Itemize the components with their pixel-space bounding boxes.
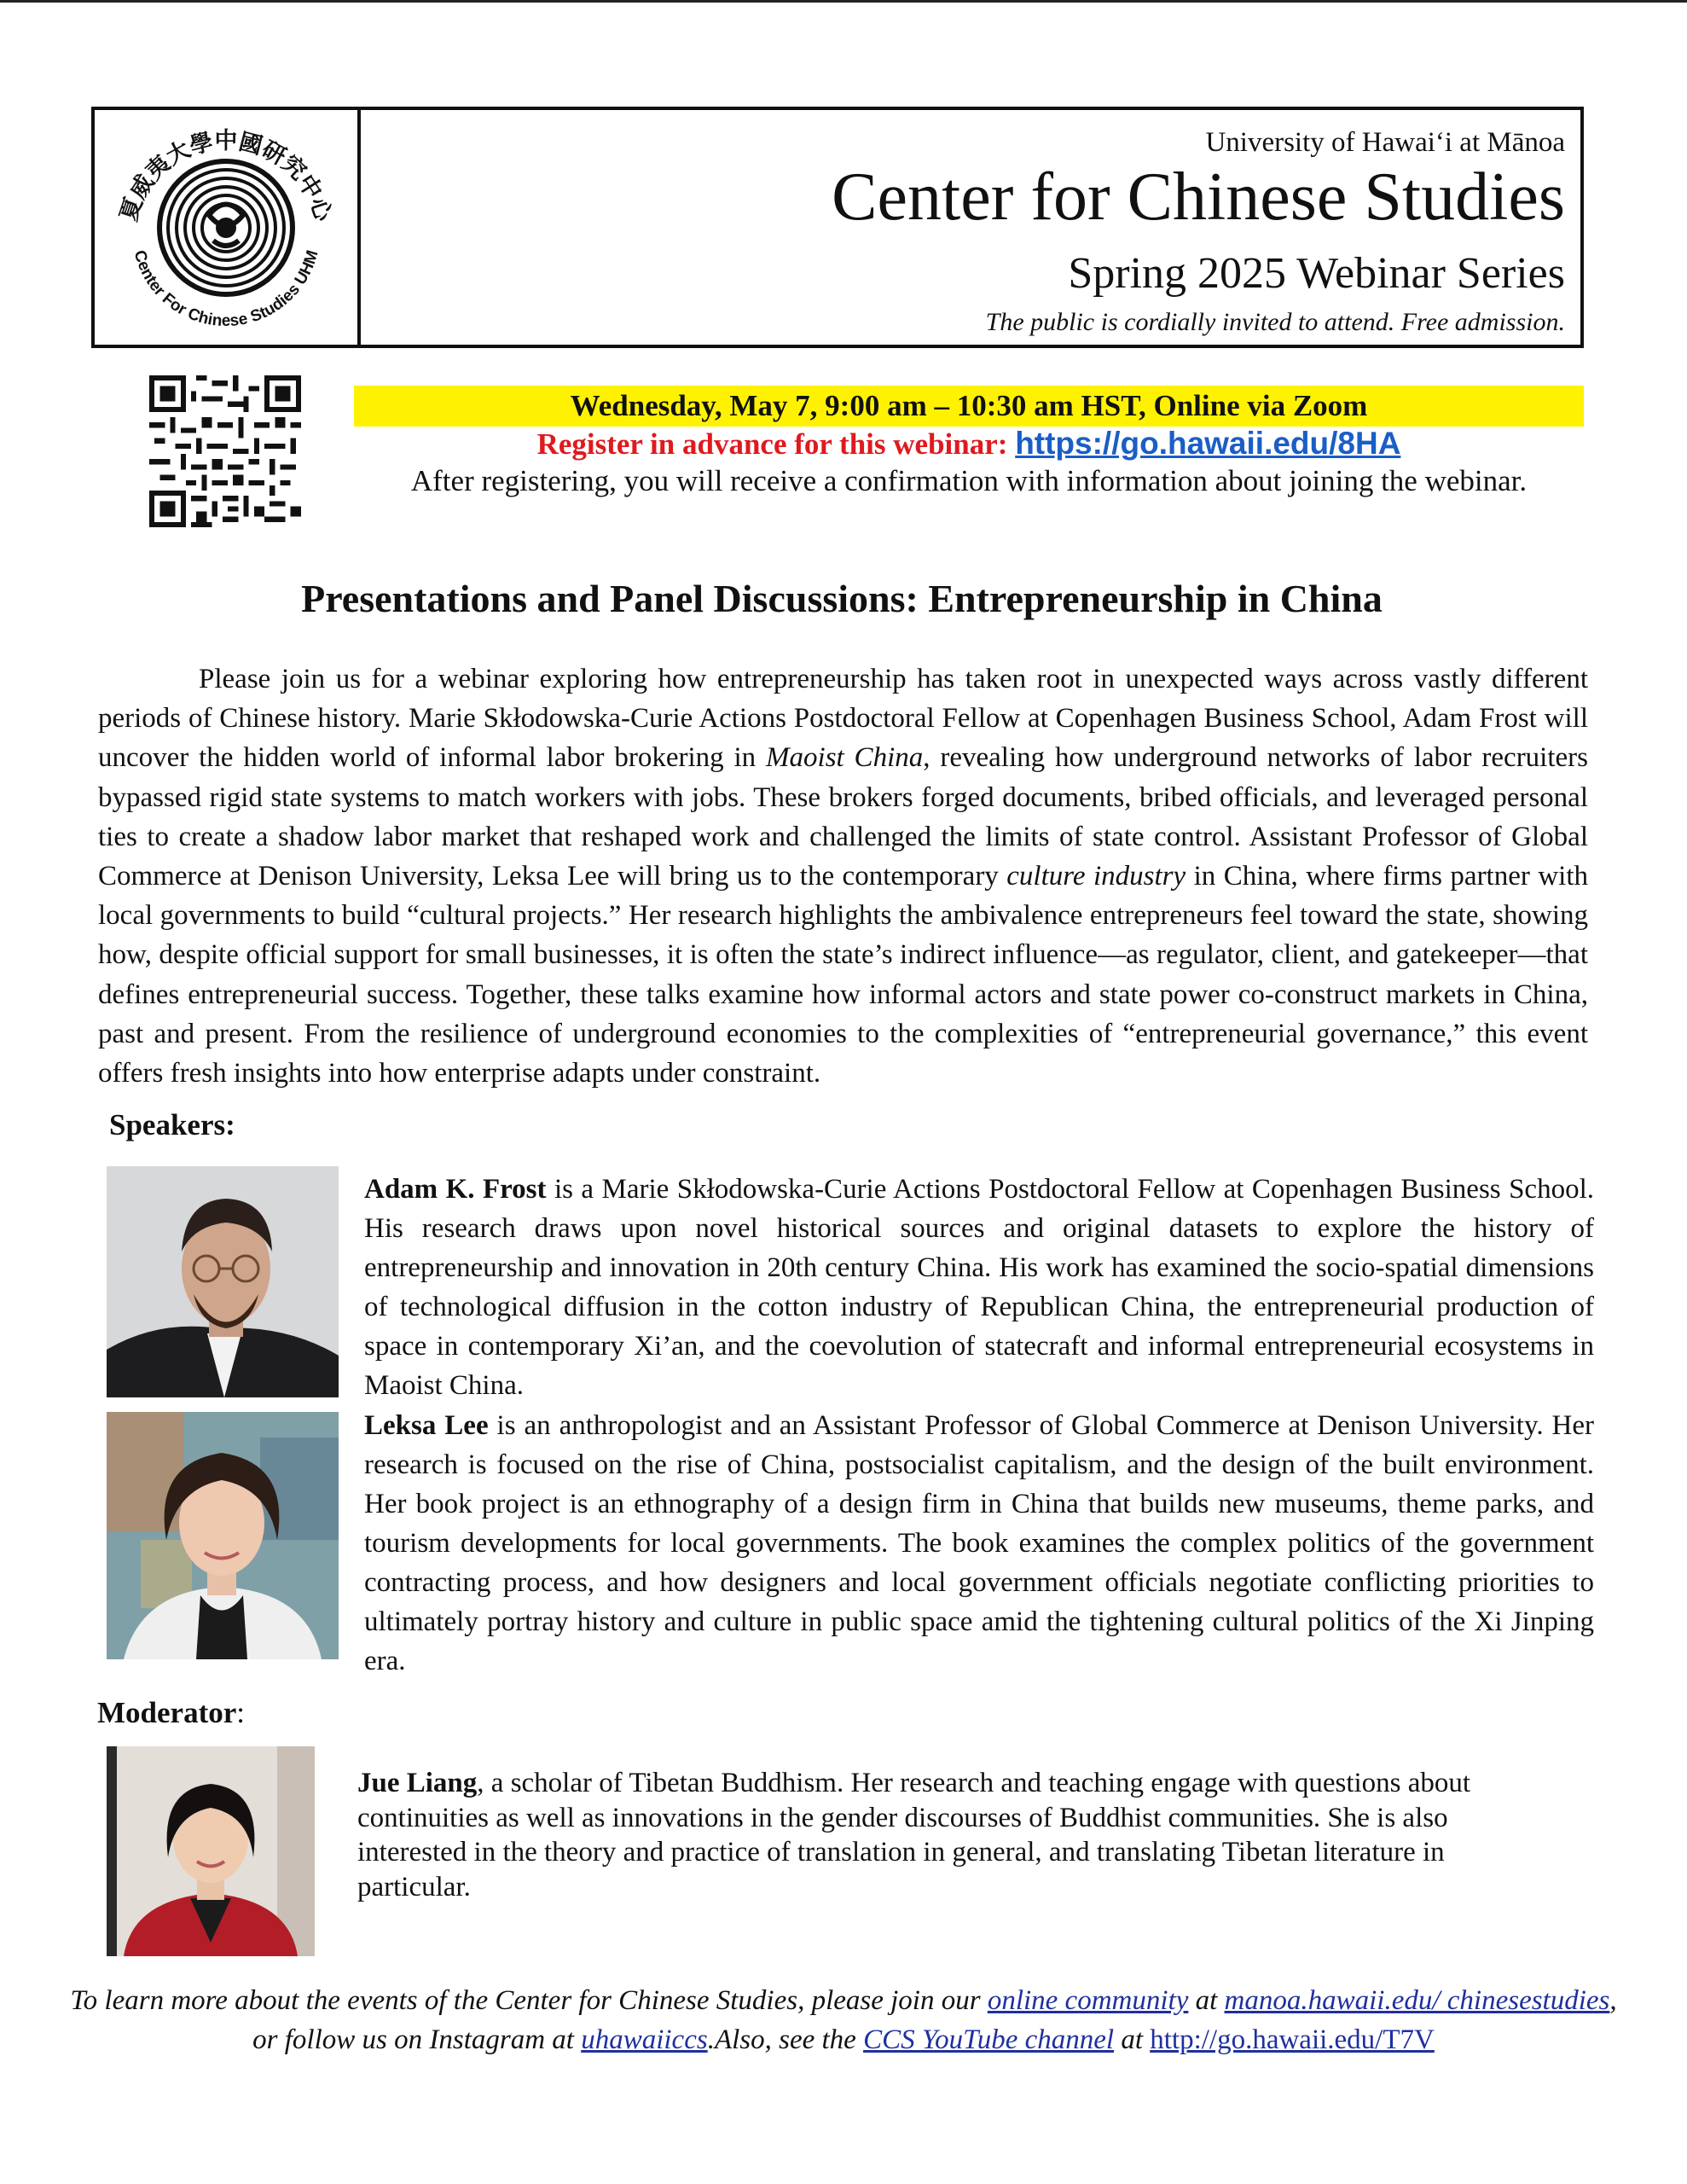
speaker-bio-lee [364, 1406, 1594, 1681]
intro-emphasis-1: Maoist China [766, 742, 924, 774]
speaker-photo-frost [107, 1166, 339, 1397]
intro-text-2: , revealing how underground networks of labor recruiters bypassed rigid state systems to match workers with jobs. These brokers forged documents, bribed officials, and leveraged personal ties to create a shadow labor market that reshaped work and challenged the limits of state control. Assistant Professor of Global Commerce at Denison University, Leksa Lee will bring us to the contemporary [98, 742, 1588, 892]
speaker-bio-text-lee: is an anthropologist and an Assistant Professor of Global Commerce at Denison University. Her research is focused on the rise of China, postsocialist capitalism, and the design of the built environment. Her book project is an ethnography of a design firm in China that builds new museums, theme parks, and tourism developments for local governments. The book examines the complex politics of the government contracting process, and how designers and local government officials negotiate conflicting priorities to ultimately portray history and culture in public space amid the tightening cultural politics of the Xi Jinping era. [364, 1410, 1594, 1676]
footer-text-3: , [1609, 1985, 1617, 2016]
intro-text-1: Please join us for a webinar exploring how entrepreneurship has taken root in unexpected ways across vastly different periods of Chinese history. Marie Skłodowska-Curie Actions Postdoctoral Fellow at Copenhagen Business School, Adam Frost will uncover the hidden world of informal labor brokering in [98, 664, 1588, 774]
register-line [354, 425, 1584, 463]
footer [51, 1981, 1636, 2059]
qr-code[interactable] [149, 375, 301, 527]
speaker-name-frost: Adam K. Frost [364, 1174, 547, 1205]
youtube-channel-link[interactable]: CCS YouTube channel [863, 2024, 1115, 2055]
footer-text-6: at [1114, 2024, 1151, 2055]
youtube-short-url-link[interactable]: http://go.hawaii.edu/T7V [1150, 2024, 1435, 2055]
ccs-logo [107, 113, 345, 343]
logo-cell [95, 110, 361, 345]
logo-chinese-text: 夏威夷大學中國研究中心 [115, 127, 337, 224]
speaker-bio-frost [364, 1170, 1594, 1405]
instagram-link[interactable]: uhawaiiccs [581, 2024, 708, 2055]
moderator-name: Jue Liang [357, 1768, 478, 1798]
page-title: Presentations and Panel Discussions: Entrepreneurship in China [301, 577, 1383, 620]
footer-text-1: To learn more about the events of the Center for Chinese Studies, please join our [70, 1985, 988, 2016]
top-rule [0, 0, 1687, 3]
footer-text-2: at [1188, 1985, 1225, 2016]
event-datetime: Wednesday, May 7, 9:00 am – 10:30 am HST, Online via Zoom [354, 386, 1584, 427]
speaker-name-lee: Leksa Lee [364, 1410, 489, 1441]
intro-paragraph [98, 659, 1588, 1093]
moderator-bio-text: , a scholar of Tibetan Buddhism. Her research and teaching engage with questions about continuities as well as innovations in the gender discourses of Buddhist communities. She is also interested in the theory and practice of translation in general, and translating Tibetan literature in particular. [357, 1768, 1471, 1902]
footer-text-5: .Also, see the [707, 2024, 864, 2055]
logo-english-text: Center For Chinese Studies UHM [130, 247, 322, 330]
university-name: University of Hawaiʻi at Mānoa [1205, 127, 1565, 158]
moderator-photo-liang [107, 1746, 315, 1956]
intro-text-3: in China, where firms partner with local governments to build “cultural projects.” Her research highlights the ambivalence entrepreneurs feel toward the state, showing how, despite official support for small businesses, it is often the state’s indirect influence—as regulator, client, and gatekeeper—that defines entrepreneurial success. Together, these talks examine how informal actors and state power co-construct markets in China, past and present. From the resilience of underground economies to the complexities of “entrepreneurial governance,” this event offers fresh insights into how enterprise adapts under constraint. [98, 861, 1588, 1089]
register-label: Register in advance for this webinar: [536, 427, 1008, 461]
online-community-link[interactable]: online community [987, 1985, 1189, 2016]
moderator-bio [357, 1766, 1551, 1904]
footer-text-4: or follow us on Instagram at [252, 2024, 582, 2055]
speaker-bio-text-frost: is a Marie Skłodowska-Curie Actions Postdoctoral Fellow at Copenhagen Business School. His research draws upon novel historical sources and original datasets to explore the history of entrepreneurship and innovation in 20th century China. His work has examined the socio-spatial dimensions of technological diffusion in the cotton industry of Republican China, the entrepreneurial production of space in contemporary Xi’an, and the coevolution of statecraft and informal entrepreneurial ecosystems in Maoist China. [364, 1174, 1594, 1401]
registration-note: After registering, you will receive a confirmation with information about joining the webinar. [410, 464, 1528, 497]
series-title: Spring 2025 Webinar Series [1068, 249, 1565, 298]
admission-tagline: The public is cordially invited to attend. Free admission. [985, 308, 1565, 336]
register-link[interactable]: https://go.hawaii.edu/8HA [1015, 426, 1401, 461]
speaker-photo-lee [107, 1412, 339, 1659]
center-name: Center for Chinese Studies [832, 160, 1565, 235]
moderator-label: Moderator [97, 1696, 237, 1729]
moderator-colon: : [236, 1696, 245, 1729]
speakers-heading: Speakers: [109, 1108, 235, 1141]
header-box [91, 107, 1584, 348]
intro-emphasis-2: culture industry [1006, 861, 1186, 892]
chinese-studies-site-link[interactable]: manoa.hawaii.edu/ chinesestudies [1224, 1985, 1610, 2016]
moderator-heading [97, 1696, 245, 1730]
title-cell [361, 110, 1580, 345]
